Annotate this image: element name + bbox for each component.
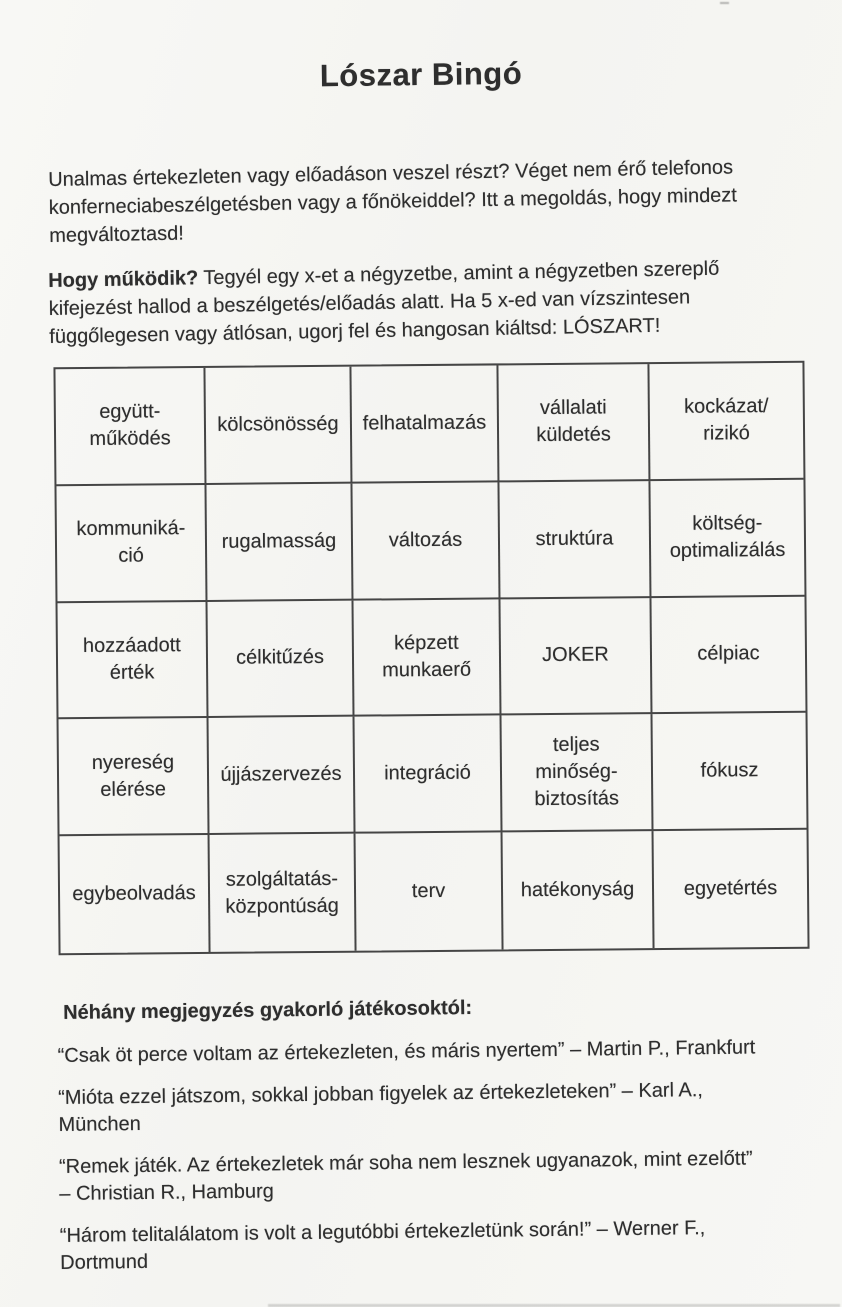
bingo-cell: teljes minőség- biztosítás — [502, 714, 654, 832]
bingo-cell: költség- optimalizálás — [650, 480, 804, 598]
bingo-cell: hozzáadott érték — [58, 602, 209, 720]
testimonials-heading: Néhány megjegyzés gyakorló játékosoktól: — [62, 996, 473, 1024]
testimonial-quote: “Remek játék. Az értekezletek már soha nem lesznek ugyanazok, mint ezelőtt” – Christian R., Hamburg — [58, 1147, 753, 1205]
bingo-cell: képzett munkaerő — [353, 599, 501, 717]
testimonial-quote: “Csak öt perce voltam az értekezleten, és máris nyertem” – Martin P., Frankfurt — [57, 1036, 756, 1067]
bingo-cell: hatékonyság — [503, 831, 655, 949]
how-it-works-label: Hogy működik? — [48, 267, 199, 292]
bingo-cell: célpiac — [651, 596, 805, 714]
how-it-works-paragraph — [48, 253, 805, 351]
bingo-cell: terv — [356, 833, 504, 951]
bingo-cell: kockázat/ rizikó — [649, 363, 803, 481]
testimonial-quote: “Mióta ezzel játszom, sokkal jobban figyelek az értekezleteken” – Karl A., München — [58, 1078, 704, 1136]
bingo-cell: rugalmasság — [206, 483, 353, 601]
bingo-cell-joker: JOKER — [500, 598, 652, 716]
bingo-cell: változás — [352, 482, 500, 600]
bingo-grid — [53, 361, 809, 956]
bingo-cell: felhatalmazás — [351, 365, 499, 483]
bingo-cell: egyetértés — [683, 877, 778, 900]
bingo-cell: struktúra — [499, 481, 651, 599]
scan-artifact-speck — [720, 2, 729, 4]
how-it-works-text: Tegyél egy x-et a négyzetbe, amint a négyzetben szereplő kifejezést hallod a beszélgetés/előadás alatt. Ha 5 x-ed van vízszintesen függőlegesen vagy átlósan, ugorj fel és hangosan kiáltsd: LÓSZART! — [48, 257, 720, 348]
bingo-cell: kölcsönösség — [205, 367, 352, 485]
bingo-cell: újjászervezés — [209, 717, 356, 835]
bingo-cell: kommuniká- ció — [56, 485, 207, 603]
intro-paragraph: Unalmas értekezleten vagy előadáson veszel részt? Véget nem érő telefonos konferneciabeszélgetésben vagy a főnökeiddel? Itt a megoldás, hogy mindezt megváltoztasd! — [48, 156, 738, 247]
page-title: Lószar Bingó — [319, 55, 523, 94]
bingo-cell: célkitűzés — [207, 600, 354, 718]
bingo-cell: nyereség elérése — [59, 718, 210, 836]
bingo-cell: vállalati küldetés — [498, 364, 650, 482]
bingo-cell: egybeolvadás — [60, 835, 211, 953]
testimonials-section — [57, 993, 820, 1292]
bingo-cell: együtt- működés — [55, 368, 206, 486]
bingo-cell: szolgáltatás- központúság — [210, 834, 357, 952]
bingo-cell: integráció — [355, 716, 503, 834]
testimonial-quote: “Három telitalálatom is volt a legutóbbi értekezletünk során!” – Werner F., Dortmund — [59, 1216, 706, 1274]
bingo-cell: fókusz — [653, 713, 807, 831]
